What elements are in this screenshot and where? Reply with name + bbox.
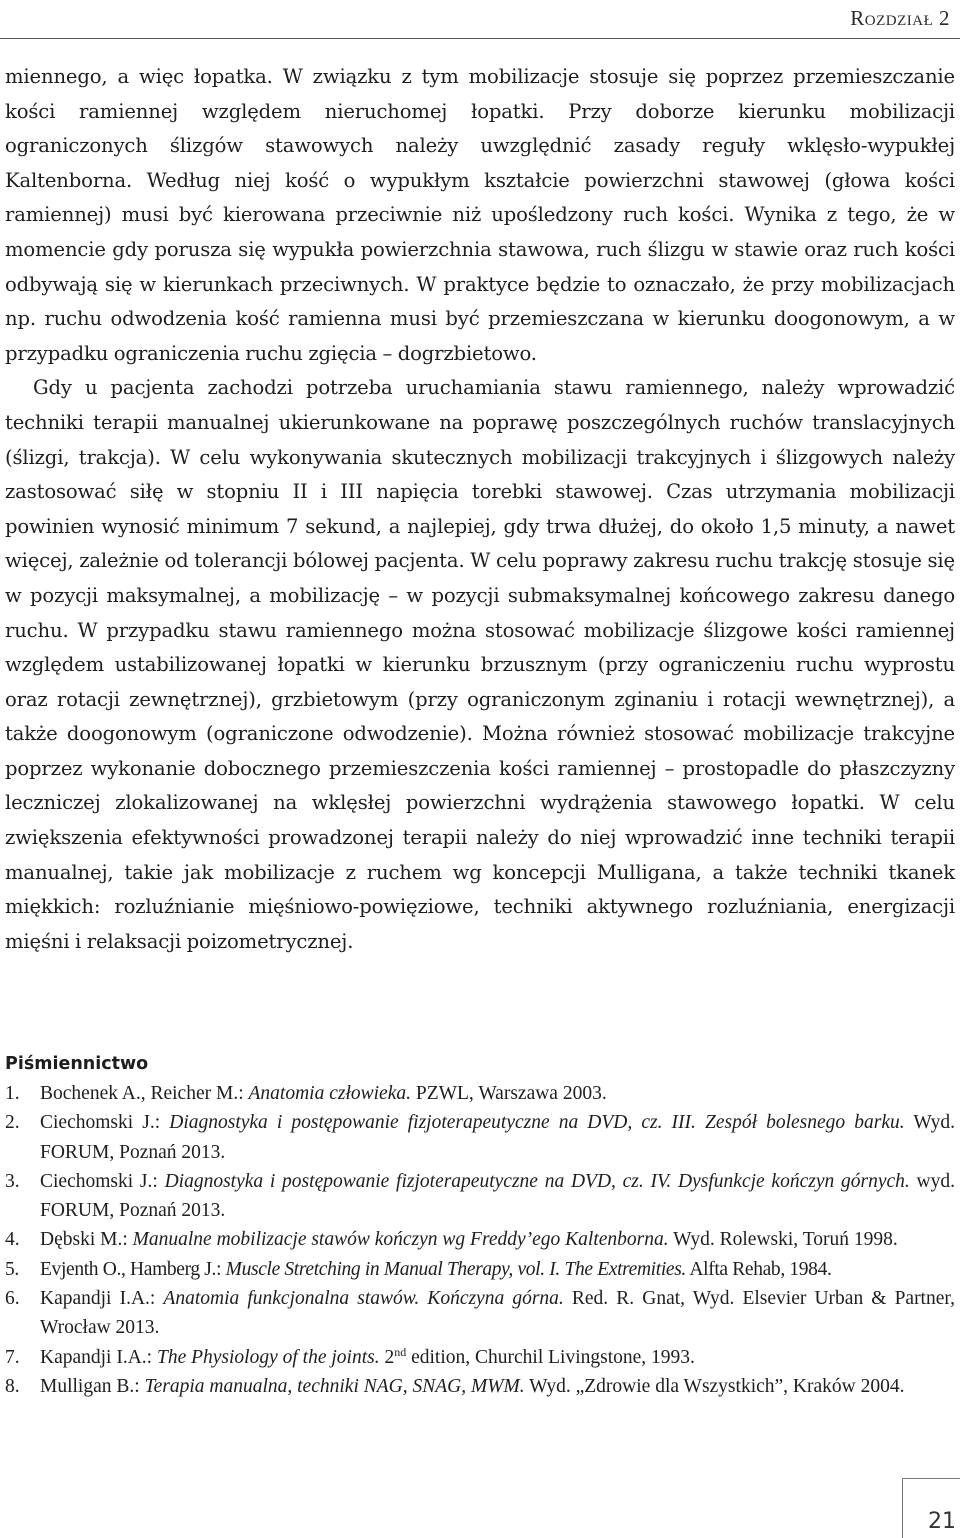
reference-item <box>5 1108 955 1167</box>
reference-authors: Dębski M.: <box>40 1229 133 1251</box>
bibliography-section <box>5 1051 955 1401</box>
reference-number: 1. <box>5 1083 20 1104</box>
reference-title: Manualne mobilizacje stawów kończyn wg Freddy’ego Kaltenborna. <box>132 1229 669 1251</box>
reference-title: Anatomia człowieka. <box>248 1083 411 1104</box>
reference-publisher: edition, Churchil Livingstone, 1993. <box>406 1346 695 1368</box>
reference-authors: Kapandji I.A.: <box>40 1288 164 1310</box>
reference-title: Diagnostyka i postępowanie fizjoterapeutyczne na DVD, cz. IV. Dysfunkcje kończyn górnych. <box>164 1170 910 1192</box>
reference-publisher: Wyd. „Zdrowie dla Wszystkich”, Kraków 2004. <box>524 1375 905 1397</box>
reference-edition-number: 2 <box>379 1346 395 1368</box>
reference-publisher: Wyd. Rolewski, Toruń 1998. <box>668 1229 898 1251</box>
reference-authors: Ciechomski J.: <box>40 1170 165 1192</box>
bibliography-heading: Piśmiennictwo <box>5 1054 149 1074</box>
reference-authors: Kapandji I.A.: <box>40 1346 157 1368</box>
reference-number: 4. <box>5 1229 20 1251</box>
reference-number: 6. <box>5 1288 20 1310</box>
body-text <box>5 60 955 959</box>
reference-item <box>5 1343 955 1372</box>
reference-publisher: Wyd. FORUM, Poznań 2013. <box>40 1112 955 1163</box>
reference-publisher: Alfta Rehab, 1984. <box>685 1258 832 1280</box>
reference-publisher: wyd. FORUM, Poznań 2013. <box>40 1170 955 1222</box>
reference-authors: Bochenek A., Reicher M.: <box>40 1083 249 1104</box>
reference-title: Muscle Stretching in Manual Therapy, vol. I. The Extremities. <box>225 1258 686 1280</box>
reference-authors: Ciechomski J.: <box>40 1112 170 1134</box>
reference-list <box>5 1079 955 1401</box>
reference-number: 3. <box>5 1170 20 1192</box>
reference-item <box>5 1284 955 1343</box>
reference-number: 2. <box>5 1112 20 1134</box>
reference-number: 5. <box>5 1258 19 1280</box>
reference-item <box>5 1079 955 1108</box>
page-number: 21 <box>928 1509 956 1534</box>
reference-title: Diagnostyka i postępowanie fizjoterapeutyczne na DVD, cz. III. Zespół bolesnego barku. <box>169 1112 905 1134</box>
reference-item <box>5 1372 955 1401</box>
reference-edition-suffix: nd <box>394 1344 407 1359</box>
reference-publisher: Red. R. Gnat, Wyd. Elsevier Urban & Partner, Wrocław 2013. <box>40 1288 955 1339</box>
reference-title: Terapia manualna, techniki NAG, SNAG, MWM. <box>144 1375 525 1397</box>
reference-authors: Mulligan B.: <box>40 1375 145 1397</box>
reference-title: The Physiology of the joints. <box>156 1346 380 1368</box>
reference-item <box>5 1225 955 1254</box>
reference-number: 8. <box>5 1375 20 1397</box>
reference-publisher: PZWL, Warszawa 2003. <box>410 1083 607 1104</box>
reference-number: 7. <box>5 1346 20 1368</box>
reference-title: Anatomia funkcjonalna stawów. Kończyna górna. <box>163 1288 564 1310</box>
reference-item <box>5 1167 955 1226</box>
header-divider <box>0 38 960 39</box>
reference-authors: Evjenth O., Hamberg J.: <box>40 1258 226 1280</box>
chapter-header: Rozdział 2 <box>850 6 950 30</box>
paragraph: Gdy u pacjenta zachodzi potrzeba uruchamiania stawu ramiennego, należy wprowadzić techniki terapii manualnej ukierunkowane na poprawę poszczególnych ruchów translacyjnych (ślizgi, trakcja). W celu wykonywania skutecznych mobilizacji trakcyjnych i ślizgowych należy zastosować siłę w stopniu II i III napięcia torebki stawowej. Czas utrzymania mobilizacji powinien wynosić minimum 7 sekund, a najlepiej, gdy trwa dłużej, do około 1,5 minuty, a nawet więcej, zależnie od tolerancji bólowej pacjenta. W celu poprawy zakresu ruchu trakcję stosuje się w pozycji maksymalnej, a mobilizację – w pozycji submaksymalnej końcowego zakresu danego ruchu. W przypadku stawu ramiennego można stosować mobilizacje ślizgowe kości ramiennej względem ustabilizowanej łopatki w kierunku brzusznym (przy ograniczeniu ruchu wyprostu oraz rotacji zewnętrznej), grzbietowym (przy ograniczonym zginaniu i rotacji wewnętrznej), a także doogonowym (ograniczone odwodzenie). Można również stosować mobilizacje trakcyjne poprzez wykonanie dobocznego przemieszczenia kości ramiennej – prostopadle do płaszczyzny leczniczej zlokalizowanej na wklęsłej powierzchni wydrążenia stawowego łopatki. W celu zwiększenia efektywności prowadzonej terapii należy do niej wprowadzić inne techniki terapii manualnej, takie jak mobilizacje z ruchem wg koncepcji Mulligana, a także techniki tkanek miękkich: rozluźnianie mięśniowo-powięziowe, techniki aktywnego rozluźniania, energizacji mięśni i relaksacji poizometrycznej. <box>5 376 955 953</box>
reference-item <box>5 1255 955 1284</box>
paragraph: miennego, a więc łopatka. W związku z tym mobilizacje stosuje się poprzez przemieszczanie kości ramiennej względem nieruchomej łopatki. Przy doborze kierunku mobilizacji ograniczonych ślizgów stawowych należy uwzględnić zasady reguły wklęsło-wypukłej Kaltenborna. Według niej kość o wypukłym kształcie powierzchni stawowej (głowa kości ramiennej) musi być kierowana przeciwnie niż upośledzony ruch kości. Wynika z tego, że w momencie gdy porusza się wypukła powierzchnia stawowa, ruch ślizgu w stawie oraz ruch kości odbywają się w kierunkach przeciwnych. W praktyce będzie to oznaczało, że przy mobilizacjach np. ruchu odwodzenia kość ramienna musi być przemieszczana w kierunku doogonowym, a w przypadku ograniczenia ruchu zgięcia – dogrzbietowo. <box>5 65 955 365</box>
